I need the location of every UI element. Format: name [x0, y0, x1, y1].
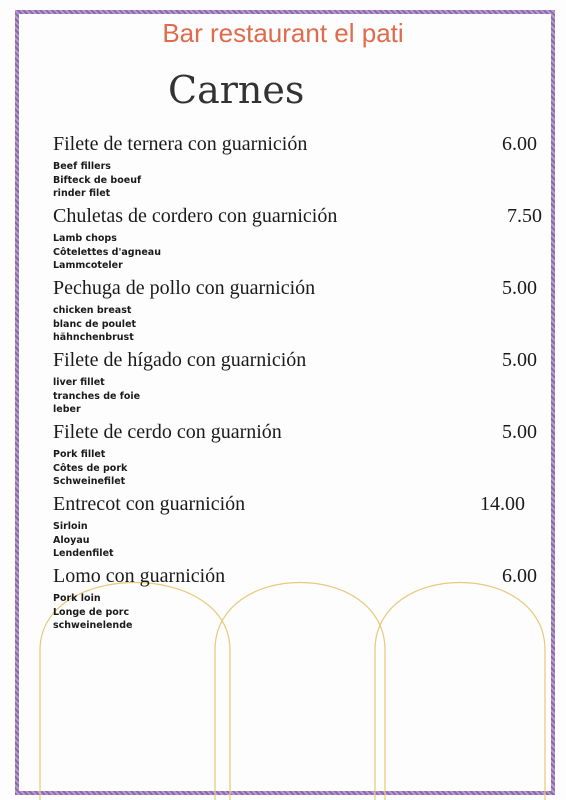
dish-translation: liver fillet — [53, 377, 105, 388]
dish-price: 7.50 — [507, 205, 542, 227]
arch-right — [375, 583, 545, 800]
arch-middle — [215, 583, 385, 800]
dish-translation: Bifteck de boeuf — [53, 174, 142, 186]
dish-translation: Lendenfilet — [53, 548, 114, 559]
dish-translation: Longe de porc — [53, 606, 130, 618]
dish-translation: Lamb chops — [53, 233, 117, 244]
dish-translation: Aloyau — [53, 534, 90, 546]
dish-translation: schweinelende — [53, 620, 133, 631]
dish-name: Chuletas de cordero con guarnición — [53, 205, 338, 227]
dish-name: Filete de ternera con guarnición — [53, 133, 308, 155]
dish-name: Filete de cerdo con guarnión — [53, 421, 282, 443]
dish-name: Lomo con guarnición — [53, 565, 226, 587]
dish-translation: Côtelettes d'agneau — [53, 246, 161, 258]
dish-translation: blanc de poulet — [53, 318, 137, 330]
dish-translation: chicken breast — [53, 305, 132, 316]
dish-translation: Schweinefilet — [53, 476, 126, 487]
dish-translation: hähnchenbrust — [53, 332, 134, 343]
dish-price: 6.00 — [502, 133, 537, 155]
dish-translation: Lammcoteler — [53, 260, 123, 271]
dish-translation: rinder filet — [53, 188, 111, 199]
dish-price: 5.00 — [502, 421, 537, 443]
dish-name: Entrecot con guarnición — [53, 493, 246, 515]
dish-price: 14.00 — [480, 493, 525, 515]
dish-translation: Beef fillers — [53, 161, 111, 172]
dish-translation: tranches de foie — [53, 390, 141, 402]
dish-translation: Pork loin — [53, 593, 101, 604]
restaurant-name: Bar restaurant el pati — [162, 18, 404, 48]
dish-translation: Sirloin — [53, 521, 88, 532]
dish-name: Pechuga de pollo con guarnición — [53, 277, 316, 299]
dish-price: 5.00 — [502, 349, 537, 371]
dish-name: Filete de hígado con guarnición — [53, 349, 307, 371]
dish-translation: Côtes de pork — [53, 462, 128, 474]
section-title: Carnes — [168, 68, 305, 112]
dish-price: 5.00 — [502, 277, 537, 299]
dish-translation: leber — [53, 404, 81, 415]
dish-price: 6.00 — [502, 565, 537, 587]
dish-translation: Pork fillet — [53, 449, 106, 460]
